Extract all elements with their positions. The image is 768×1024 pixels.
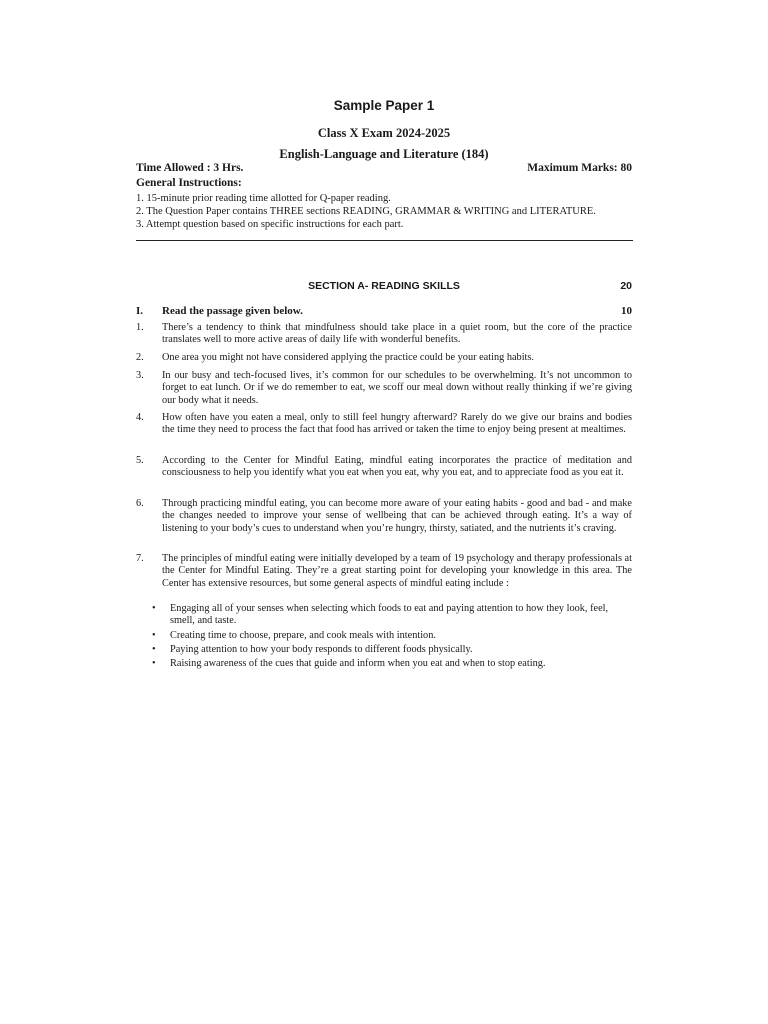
instruction-item: 1. 15-minute prior reading time allotted for Q-paper reading. xyxy=(136,193,391,204)
instructions-list xyxy=(136,192,636,231)
paragraph-text: There’s a tendency to think that mindfulness should take place in a quiet room, but the core of the practice translates well to more active areas of daily life with wonderful benefits. xyxy=(162,322,632,346)
bullet-icon: • xyxy=(152,603,156,614)
section-title: SECTION A- READING SKILLS xyxy=(308,280,460,292)
maximum-marks: Maximum Marks: 80 xyxy=(527,162,632,174)
section-marks: 20 xyxy=(620,280,632,292)
passage-paragraph xyxy=(136,412,632,437)
question-text: Read the passage given below. xyxy=(162,305,303,317)
bullet-list xyxy=(148,603,632,672)
paragraph-text: One area you might not have considered applying the practice could be your eating habits. xyxy=(162,352,534,363)
bullet-icon: • xyxy=(152,643,156,655)
bullet-text: Paying attention to how your body responds to different foods physically. xyxy=(170,643,473,655)
passage-paragraph xyxy=(136,352,632,364)
list-item xyxy=(148,658,632,670)
list-item xyxy=(148,630,632,642)
question-marks: 10 xyxy=(621,305,632,317)
instructions-heading: General Instructions: xyxy=(136,177,242,189)
paragraph-text: The principles of mindful eating were initially developed by a team of 19 psychology and therapy professionals at the Center for Mindful Eating. They’re a great starting point for developing your knowledge in this area. The Center has extensive resources, but some general aspects of mindful eating include : xyxy=(162,553,632,589)
paragraph-number: 3. xyxy=(136,370,144,381)
passage-paragraph xyxy=(136,370,632,407)
bullet-text: Engaging all of your senses when selecting which foods to eat and paying attention to how they look, feel, smell, and taste. xyxy=(170,603,609,627)
paragraph-number: 6. xyxy=(136,498,144,509)
exam-title: Class X Exam 2024-2025 xyxy=(317,126,451,140)
instruction-item: 2. The Question Paper contains THREE sections READING, GRAMMAR & WRITING and LITERATURE. xyxy=(136,206,596,217)
bullet-icon: • xyxy=(152,629,156,641)
passage-paragraph xyxy=(136,553,632,590)
passage-paragraph xyxy=(136,455,632,480)
paragraph-number: 4. xyxy=(136,412,144,423)
paragraph-number: 2. xyxy=(136,352,144,363)
paragraph-text: Through practicing mindful eating, you can become more aware of your eating habits - good and bad - and make the changes needed to improve your sense of wellbeing that can be achieved through eating. It’s a way of listening to your body’s cues to understand when you’re hungry, thirsty, satiated, and the nutrients it’s craving. xyxy=(162,498,632,534)
bullet-text: Creating time to choose, prepare, and cook meals with intention. xyxy=(170,629,436,641)
list-item xyxy=(148,603,632,628)
question-number: I. xyxy=(136,305,144,317)
passage-paragraph xyxy=(136,322,632,347)
paper-title: Sample Paper 1 xyxy=(333,98,435,113)
passage-paragraph xyxy=(136,498,632,535)
paragraph-text: According to the Center for Mindful Eating, mindful eating incorporates the practice of meditation and consciousness to help you identify what you eat when you eat, why you eat, and to appreciate food as you eat it. xyxy=(162,455,632,479)
time-allowed: Time Allowed : 3 Hrs. xyxy=(136,162,244,174)
paragraph-number: 7. xyxy=(136,553,144,564)
instruction-item: 3. Attempt question based on specific instructions for each part. xyxy=(136,219,404,230)
paragraph-number: 5. xyxy=(136,455,144,466)
divider xyxy=(136,240,633,241)
exam-meta-row xyxy=(136,162,632,174)
subject-title: English-Language and Literature (184) xyxy=(279,147,489,161)
bullet-icon: • xyxy=(152,658,156,670)
bullet-text: Raising awareness of the cues that guide and inform when you eat and when to stop eating. xyxy=(170,658,546,670)
paragraph-text: How often have you eaten a meal, only to still feel hungry afterward? Rarely do we give our brains and bodies the time they need to process the fact that food has arrived or taken the time to enjoy being present at mealtimes. xyxy=(162,412,632,436)
list-item xyxy=(148,644,632,656)
paragraph-text: In our busy and tech-focused lives, it’s common for our schedules to be overwhelming. It’s not uncommon to forget to eat lunch. Or if we do remember to eat, we scoff our meal down without really thinking if we’re giving our body what it needs. xyxy=(162,370,632,406)
paragraph-number: 1. xyxy=(136,322,144,333)
